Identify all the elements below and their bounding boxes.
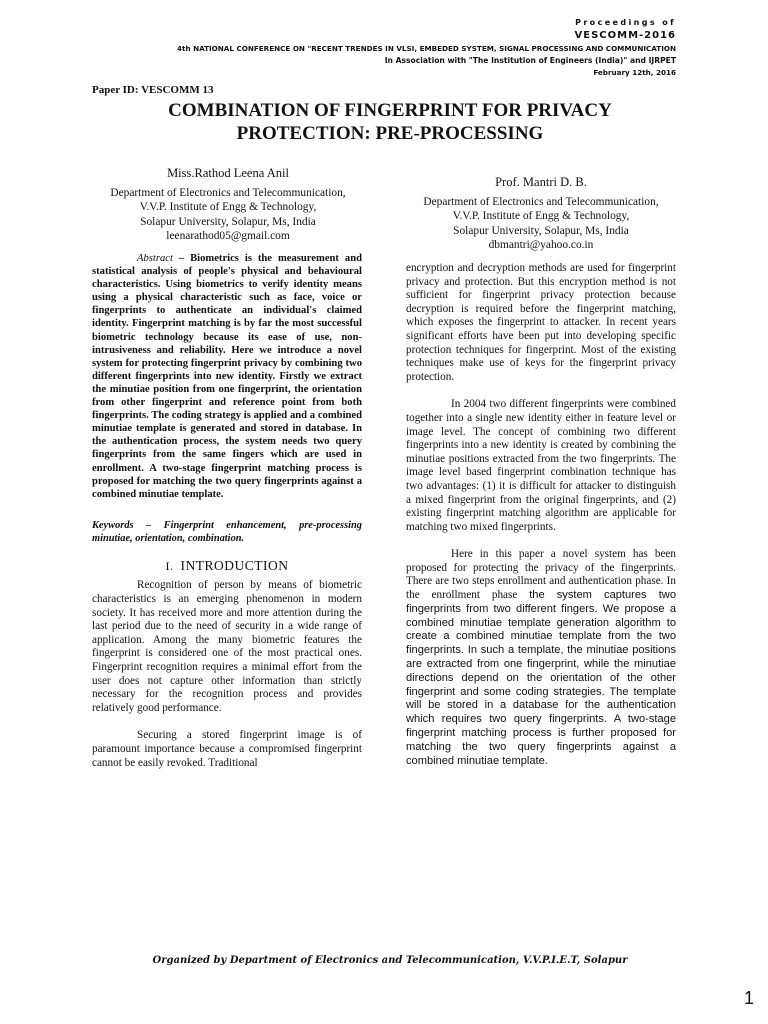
author-university: Solapur University, Solapur, Ms, India — [140, 215, 316, 228]
section-title: INTRODUCTION — [180, 557, 289, 573]
author-block-1 — [92, 166, 364, 244]
author-block-2 — [402, 175, 680, 253]
body-paragraph: Securing a stored fingerprint image is of paramount importance because a compromised fingerprint cannot be easily revoked. Traditional — [92, 729, 362, 769]
author-name: Prof. Mantri D. B. — [495, 175, 587, 189]
page-number: 1 — [743, 988, 754, 1008]
author-email: leenarathod05@gmail.com — [166, 230, 290, 242]
section-number: I. — [165, 558, 174, 573]
conference-date: February 12th, 2016 — [593, 68, 676, 77]
author-institute: V.V.P. Institute of Engg & Technology, — [139, 201, 317, 213]
proceedings-label: Proceedings of — [575, 18, 676, 27]
author-email: dbmantri@yahoo.co.in — [488, 239, 594, 251]
title-line-1: COMBINATION OF FINGERPRINT FOR PRIVACY — [168, 100, 612, 121]
abstract-text: – Biometrics is the measurement and statistical analysis of people's physical and behavioural characteristics. Using biometrics to verify identity means using a physical characteristic such as face, voice or fingerprints to authenticate an individual's claimed identity. Fingerprint matching is by far the most successful biometric technology because its ease of use, non-intrusiveness and reliability. Here we introduce a novel system for protecting fingerprint privacy by combining two different fingerprints into new identity. Firstly we extract the minutiae position from one fingerprint, the orientation from other fingerprint and reference point from both fingerprints. The coding strategy is applied and a combined minutiae template is generated and stored in database. In the authentication process, the system needs two query fingerprints from the same fingers which are used in enrollment. A two-stage fingerprint matching process is proposed for matching the two query fingerprints against a combined minutiae template. — [92, 253, 362, 500]
title-line-2: PROTECTION: PRE-PROCESSING — [236, 123, 544, 144]
author-name: Miss.Rathod Leena Anil — [167, 166, 289, 180]
body-paragraph — [406, 548, 676, 768]
keywords: Keywords – Fingerprint enhancement, pre-processing minutiae, orientation, combination. — [92, 519, 362, 544]
body-paragraph: In 2004 two different fingerprints were combined together into a single new identity either in feature level or image level. The concept of combining two different fingerprints into a new identity is created by combining the minutiae positions extracted from the two fingerprints. The image level based fingerprint combination technique has two advantages: (1) it is difficult for attacker to distinguish a mixed fingerprint from the original fingerprints, and (2) existing fingerprint matching algorithm are applicable for matching two mixed fingerprints. — [406, 398, 676, 533]
body-paragraph: encryption and decryption methods are used for fingerprint privacy and protection. But this encryption method is not sufficient for fingerprint privacy protection because decryption is required before the fingerprint matching, which exposes the fingerprint to attacker. In recent years significant efforts have been put into developing specific protection techniques for fingerprint. Most of the existing techniques make use of keys for the fingerprint privacy protection. — [406, 262, 676, 383]
conference-acronym: VESCOMM-2016 — [574, 30, 676, 41]
paragraph-sans-part: the system captures two fingerprints from two different fingers. We propose a combined minutiae template generation algorithm to create a combined minutiae template from the two fingerprints. In such a template, the minutiae positions are extracted from one fingerprint, while the minutiae directions depend on the orientation of the other fingerprint and some coding strategies. The template will be stored in a database for the authentication which requires two query fingerprints. A two-stage fingerprint matching process is further proposed for matching the two query fingerprints against a combined minutiae template. — [406, 589, 676, 767]
abstract — [92, 252, 362, 501]
author-university: Solapur University, Solapur, Ms, India — [453, 224, 629, 237]
author-department: Department of Electronics and Telecommunication, — [110, 186, 346, 199]
paragraph-serif-part: Here in this paper a novel system has been proposed for protecting the privacy of the fingerprints. There are two steps enrollment and authentication phase. In the enrollment phase — [406, 548, 676, 602]
author-institute: V.V.P. Institute of Engg & Technology, — [452, 210, 630, 222]
abstract-label: Abstract — [137, 253, 173, 264]
paper-title — [92, 99, 688, 145]
association-line: In Association with "The Institution of Engineers (India)" and IJRPET — [384, 56, 676, 65]
footer-organizer: Organized by Department of Electronics and Telecommunication, V.V.P.I.E.T, Solapur — [152, 955, 628, 966]
conference-name: 4th NATIONAL CONFERENCE ON "RECENT TRENDES IN VLSI, EMBEDED SYSTEM, SIGNAL PROCESSING AND COMMUNICATION — [177, 44, 676, 53]
left-column — [92, 252, 362, 770]
body-paragraph: Recognition of person by means of biometric characteristics is an emerging phenomenon in modern society. It has received more and more attention during the last period due to the need of security in a wide range of application. Among the many biometric features the fingerprint is considered one of the most practical ones. Fingerprint recognition requires a minimal effort from the user does not capture other information than strictly necessary for the recognition process and provides relatively good performance. — [92, 579, 362, 714]
section-heading-introduction — [92, 559, 362, 574]
paper-id: Paper ID: VESCOMM 13 — [92, 84, 214, 96]
author-department: Department of Electronics and Telecommunication, — [423, 195, 659, 208]
right-column — [406, 262, 676, 768]
